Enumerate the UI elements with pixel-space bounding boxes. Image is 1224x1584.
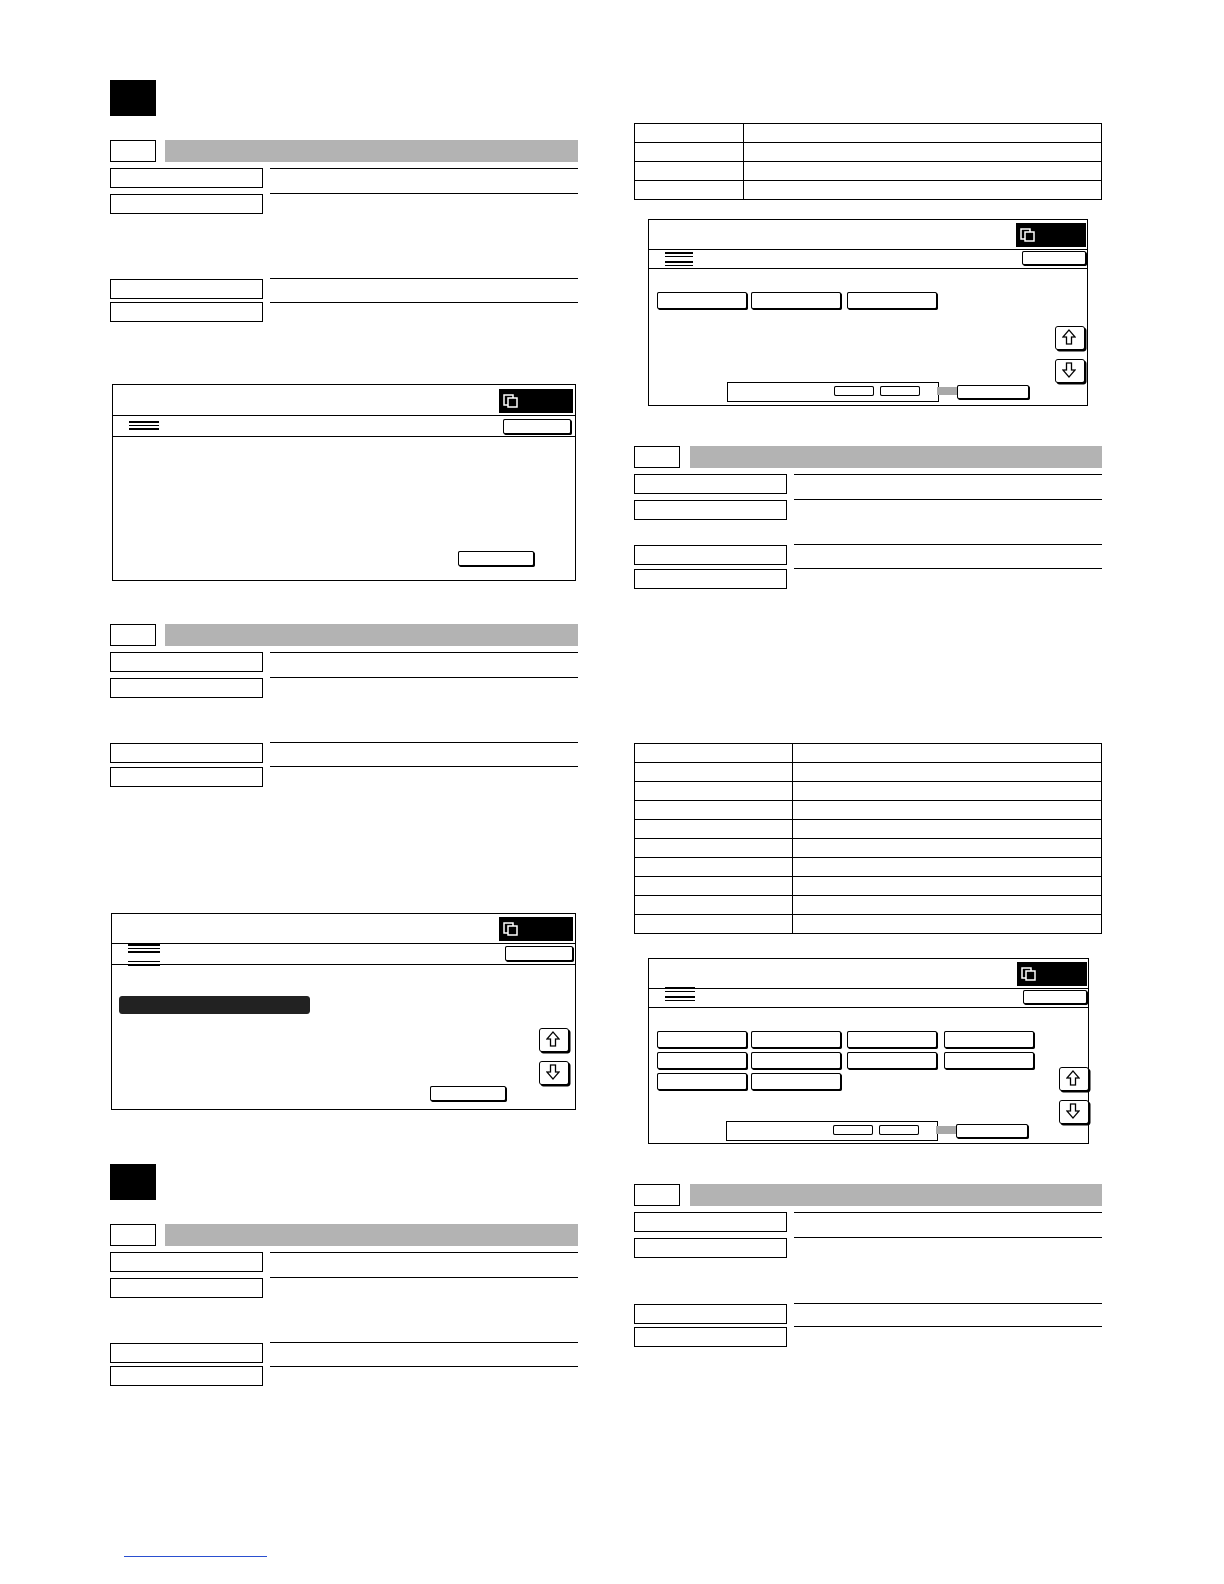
table-row [635, 763, 1102, 782]
settings-screen [648, 958, 1089, 1144]
table-row [635, 124, 1102, 143]
mid-table [634, 743, 1102, 934]
arrow-up-icon [1066, 1070, 1080, 1086]
menu-lines-icon [665, 987, 695, 1003]
option-button[interactable] [847, 1052, 937, 1069]
field-rule [794, 544, 1102, 545]
field-label-box [110, 279, 263, 299]
small-button[interactable] [879, 1125, 919, 1135]
table-cell [744, 143, 1102, 162]
section-title-bar [165, 624, 578, 646]
table-cell [793, 801, 1102, 820]
table-cell [635, 896, 793, 915]
field-label-box [110, 767, 263, 787]
mode-tag [499, 389, 573, 413]
arrow-down-icon [1066, 1103, 1080, 1119]
table-row [635, 915, 1102, 934]
field-rule [794, 1212, 1102, 1213]
option-button[interactable] [847, 1031, 937, 1048]
table-cell [635, 915, 793, 934]
field-label-box [110, 678, 263, 698]
table-row [635, 801, 1102, 820]
option-button[interactable] [657, 292, 747, 309]
table-cell [793, 782, 1102, 801]
field-label-box [110, 652, 263, 672]
option-button[interactable] [847, 292, 937, 309]
field-rule [794, 1237, 1102, 1238]
scroll-up-button[interactable] [1055, 326, 1085, 350]
settings-screen [112, 384, 576, 581]
small-button[interactable] [833, 1125, 873, 1135]
small-button[interactable] [834, 386, 874, 396]
ok-button[interactable] [957, 385, 1029, 399]
mode-tag [1017, 962, 1087, 986]
field-rule [794, 1326, 1102, 1327]
menu-lines-icon [128, 944, 160, 968]
table-cell [635, 839, 793, 858]
field-rule [270, 1342, 578, 1343]
mode-tag [1016, 223, 1086, 247]
field-rule [270, 652, 578, 653]
ok-button[interactable] [458, 551, 534, 566]
value-bar [726, 1121, 938, 1141]
table-row [635, 744, 1102, 763]
small-button[interactable] [880, 386, 920, 396]
section-title-bar [165, 140, 578, 162]
copy-icon [503, 394, 519, 408]
scroll-down-button[interactable] [1055, 359, 1085, 383]
table-cell [793, 877, 1102, 896]
tab-button[interactable] [1023, 990, 1087, 1004]
menu-lines-icon [129, 421, 159, 432]
table-cell [635, 877, 793, 896]
section-title-bar [690, 446, 1102, 468]
value-slider[interactable] [937, 387, 957, 395]
table-row [635, 839, 1102, 858]
option-button[interactable] [751, 1073, 841, 1090]
table-cell [635, 858, 793, 877]
field-label-box [110, 1343, 263, 1363]
table-cell [744, 124, 1102, 143]
table-cell [635, 782, 793, 801]
tab-button[interactable] [503, 419, 571, 434]
section-title-bar [165, 1224, 578, 1246]
field-label-box [110, 1278, 263, 1298]
table-row [635, 858, 1102, 877]
table-cell [793, 915, 1102, 934]
option-button[interactable] [751, 292, 841, 309]
field-label-box [634, 1212, 787, 1232]
field-label-box [110, 168, 263, 188]
table-cell [635, 801, 793, 820]
field-label-box [634, 569, 787, 589]
field-label-box [634, 1304, 787, 1324]
option-button[interactable] [751, 1052, 841, 1069]
field-rule [794, 499, 1102, 500]
option-button[interactable] [944, 1031, 1034, 1048]
field-label-box [110, 1252, 263, 1272]
field-label-box [634, 500, 787, 520]
option-button[interactable] [657, 1052, 747, 1069]
value-bar [727, 382, 939, 402]
section-title-bar [690, 1184, 1102, 1206]
field-rule [270, 1366, 578, 1367]
scroll-down-button[interactable] [539, 1061, 569, 1085]
field-rule [794, 474, 1102, 475]
table-cell [635, 744, 793, 763]
table-row [635, 877, 1102, 896]
field-rule [794, 568, 1102, 569]
table-cell [635, 820, 793, 839]
table-cell [635, 763, 793, 782]
field-rule [270, 168, 578, 169]
arrow-down-icon [1062, 362, 1076, 378]
arrow-down-icon [546, 1064, 560, 1080]
settings-screen [648, 219, 1088, 406]
table-row [635, 896, 1102, 915]
section-code-box [110, 1224, 156, 1246]
scroll-up-button[interactable] [1059, 1067, 1089, 1091]
table-cell [793, 820, 1102, 839]
mode-tag [499, 917, 573, 941]
ok-button[interactable] [956, 1124, 1028, 1138]
option-button[interactable] [944, 1052, 1034, 1069]
field-label-box [110, 743, 263, 763]
copy-icon [1020, 228, 1036, 242]
section-code-box [634, 1184, 680, 1206]
table-cell [635, 143, 744, 162]
field-rule [270, 1252, 578, 1253]
field-rule [270, 302, 578, 303]
option-button[interactable] [751, 1031, 841, 1048]
table-row [635, 782, 1102, 801]
field-label-box [634, 545, 787, 565]
section-code-box [110, 140, 156, 162]
scroll-up-button[interactable] [539, 1028, 569, 1052]
chapter-marker-2 [110, 1164, 156, 1200]
arrow-up-icon [546, 1031, 560, 1047]
ok-button[interactable] [430, 1086, 506, 1101]
field-rule [270, 742, 578, 743]
field-label-box [634, 1327, 787, 1347]
table-cell [635, 124, 744, 143]
field-label-box [110, 1366, 263, 1386]
top-table [634, 123, 1102, 200]
field-label-box [110, 302, 263, 322]
table-row [635, 181, 1102, 200]
table-cell [635, 162, 744, 181]
field-rule [270, 677, 578, 678]
table-cell [793, 744, 1102, 763]
option-button[interactable] [657, 1073, 747, 1090]
field-rule [270, 193, 578, 194]
field-rule [270, 766, 578, 767]
table-cell [635, 181, 744, 200]
field-rule [794, 1303, 1102, 1304]
chapter-marker-1 [110, 80, 156, 116]
table-cell [793, 839, 1102, 858]
option-button[interactable] [657, 1031, 747, 1048]
field-rule [270, 1277, 578, 1278]
table-cell [744, 181, 1102, 200]
value-slider[interactable] [936, 1126, 956, 1134]
footer-link[interactable] [124, 1556, 267, 1557]
table-cell [793, 896, 1102, 915]
section-code-box [634, 446, 680, 468]
arrow-up-icon [1062, 329, 1076, 345]
menu-lines-icon [665, 252, 693, 268]
table-row [635, 820, 1102, 839]
scroll-down-button[interactable] [1059, 1100, 1089, 1124]
table-row [635, 143, 1102, 162]
field-label-box [634, 1238, 787, 1258]
settings-screen [111, 913, 576, 1110]
section-code-box [110, 624, 156, 646]
tab-button[interactable] [1022, 251, 1086, 265]
table-cell [793, 763, 1102, 782]
selected-item[interactable] [119, 996, 310, 1014]
field-label-box [634, 474, 787, 494]
copy-icon [1021, 967, 1037, 981]
table-cell [744, 162, 1102, 181]
field-rule [270, 278, 578, 279]
copy-icon [503, 922, 519, 936]
table-cell [793, 858, 1102, 877]
table-row [635, 162, 1102, 181]
field-label-box [110, 194, 263, 214]
tab-button[interactable] [505, 946, 573, 961]
